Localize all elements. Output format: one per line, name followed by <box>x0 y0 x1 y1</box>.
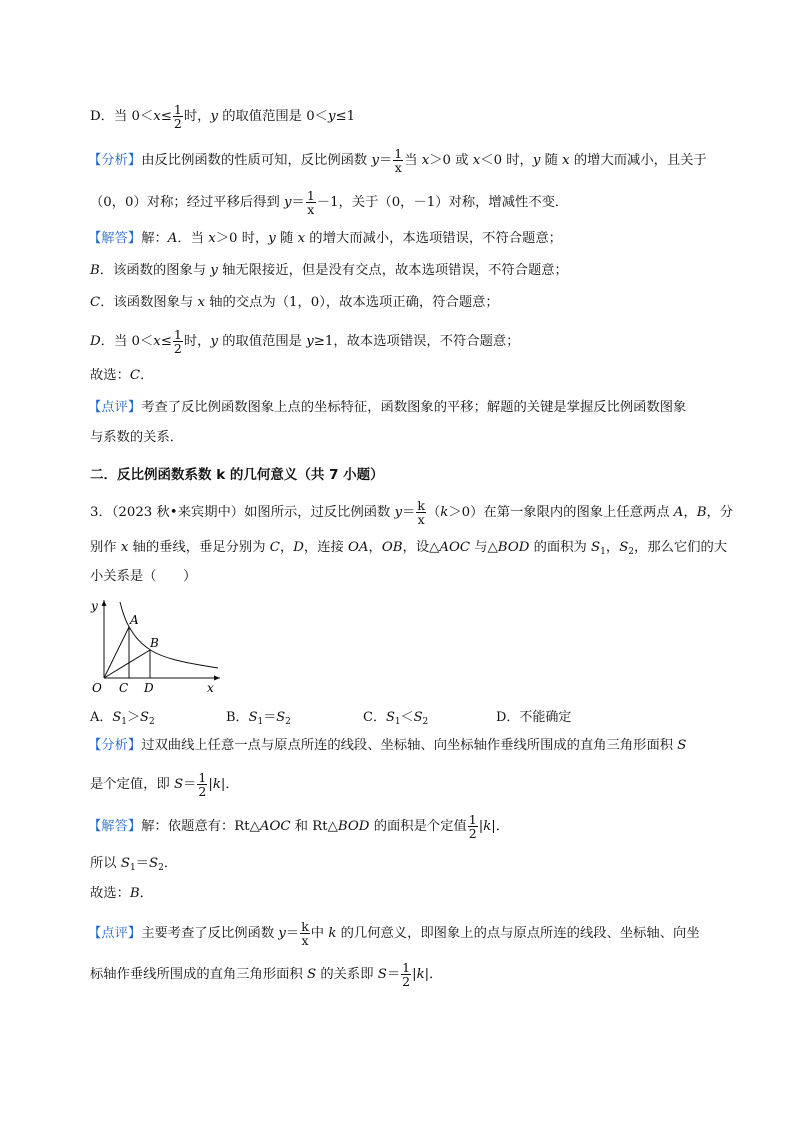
comment-tag: 【点评】 <box>88 926 142 941</box>
analysis2-line-2 <box>90 771 239 798</box>
subscript: 2 <box>628 547 635 557</box>
text: ＞0 或 <box>429 153 473 168</box>
numerator: 1 <box>468 812 477 827</box>
text: 别作 <box>90 540 121 555</box>
text: ． <box>495 819 510 834</box>
denominator: x <box>417 512 425 527</box>
text: D．不能确定 <box>496 710 572 725</box>
text: －1，关于（0，－1）对称，增减性不变． <box>316 195 569 210</box>
comment2-line-2 <box>90 961 442 988</box>
var-y: y <box>394 505 403 520</box>
var-bod: BOD <box>497 540 530 555</box>
var-oa: OA <box>348 540 369 555</box>
var-c: C <box>129 368 141 383</box>
subscript: 1 <box>121 717 128 727</box>
option-b[interactable] <box>226 706 291 727</box>
text: ． <box>163 856 178 871</box>
question-line-2 <box>90 538 727 562</box>
subscript: 2 <box>158 863 164 873</box>
text: ． <box>429 967 443 982</box>
analysis-line-2 <box>90 189 568 216</box>
var-y: y <box>278 926 286 941</box>
text: B． <box>226 710 249 725</box>
var-y: y <box>532 153 541 168</box>
var-s: S <box>385 710 395 725</box>
text: ＝ <box>386 967 401 982</box>
fraction <box>416 499 426 526</box>
fraction <box>197 771 207 798</box>
text: ．该函数图象与 <box>100 295 198 310</box>
label-x: x <box>207 681 214 695</box>
text: 3．（2023 秋•来宾期中）如图所示，过反比例函数 <box>90 505 395 520</box>
var-s: S <box>413 710 423 725</box>
fraction <box>306 189 316 216</box>
text: 与系数的关系． <box>90 430 184 445</box>
var-s: S <box>677 738 687 753</box>
var-k: k <box>440 505 449 520</box>
abs-k: |k| <box>412 967 430 982</box>
fraction <box>393 147 403 174</box>
text: ＝ <box>402 505 416 520</box>
var-y: y <box>210 109 218 124</box>
text: 的关系即 <box>316 967 378 982</box>
text: ， <box>368 540 382 555</box>
hyperbola-figure <box>86 596 226 700</box>
denominator: 2 <box>468 826 477 841</box>
text: ≤1 <box>335 109 356 124</box>
text: （0，0）对称；经过平移后得到 <box>90 195 285 210</box>
var-s: S <box>276 710 286 725</box>
subscript: 1 <box>394 717 401 727</box>
numerator: 1 <box>306 188 315 203</box>
x-axis-arrow <box>214 676 220 681</box>
text: ≤ <box>160 109 172 124</box>
text: 过双曲线上任意一点与原点所连的线段、坐标轴、向坐标轴作垂线所围成的直角三角形面积 <box>141 738 678 753</box>
denominator: x <box>301 933 309 948</box>
option-d[interactable] <box>496 706 571 725</box>
numerator: k <box>417 498 425 513</box>
text: 轴的交点为（1，0），故本选项正确，符合题意； <box>205 295 499 310</box>
text: ＝ <box>263 710 277 725</box>
text: ，连接 <box>303 540 349 555</box>
fraction <box>173 103 183 130</box>
var-k: k <box>328 926 337 941</box>
answer-line <box>90 366 153 386</box>
var-y: y <box>284 195 292 210</box>
text: 的取值范围是 <box>217 334 307 349</box>
var-a: A <box>167 231 178 246</box>
hyperbola-curve <box>120 602 218 668</box>
text: A． <box>90 710 113 725</box>
var-s: S <box>140 710 149 725</box>
comment-line-1 <box>88 398 686 418</box>
denominator: 2 <box>402 974 411 989</box>
label-y: y <box>91 599 98 613</box>
abs-k: |k| <box>208 777 226 792</box>
var-x: x <box>297 231 306 246</box>
numerator: 1 <box>173 102 182 117</box>
text: ． <box>139 886 153 901</box>
var-aoc: AOC <box>259 819 291 834</box>
var-c: C <box>90 295 101 310</box>
text: ＝ <box>135 856 149 871</box>
text: ． <box>225 777 239 792</box>
var-y: y <box>327 109 336 124</box>
var-s: S <box>112 710 122 725</box>
subscript: 1 <box>600 547 606 557</box>
text: ， <box>279 540 294 555</box>
text: ＝ <box>285 926 300 941</box>
text: 当 <box>404 153 422 168</box>
fraction <box>173 328 183 355</box>
text: 的增大而减小，本选项错误，不符合题意； <box>305 231 562 246</box>
analysis-tag: 【分析】 <box>88 738 142 753</box>
text: 故选： <box>90 368 130 383</box>
comment-tag: 【点评】 <box>88 400 142 415</box>
section-heading: 二．反比例函数系数 k 的几何意义（共 7 小题） <box>90 467 384 483</box>
text: D．当 0＜ <box>90 109 154 124</box>
text: ，设△ <box>402 540 440 555</box>
var-b: B <box>129 886 140 901</box>
var-s: S <box>248 710 258 725</box>
var-s: S <box>148 856 159 871</box>
text: 是个定值，即 <box>90 777 175 792</box>
question-line-3 <box>90 567 196 587</box>
text: 轴的垂线，垂足分别为 <box>128 540 270 555</box>
solution2-line-2 <box>90 854 177 878</box>
denominator: 2 <box>173 116 182 131</box>
text: 与△ <box>470 540 498 555</box>
var-y: y <box>210 334 218 349</box>
comment2-line-1 <box>88 920 700 947</box>
label-a: A <box>130 613 139 627</box>
var-a: A <box>673 505 684 520</box>
fraction <box>468 813 478 840</box>
var-b: B <box>90 263 100 278</box>
var-x: x <box>472 153 481 168</box>
text: ．当 0＜ <box>100 334 154 349</box>
text: 的几何意义，即图象上的点与原点所连的线段、坐标轴、向坐 <box>336 926 700 941</box>
subscript: 1 <box>129 863 136 873</box>
var-x: x <box>153 334 161 349</box>
question-line-1 <box>90 499 733 526</box>
var-s: S <box>174 777 184 792</box>
denominator: x <box>394 160 402 175</box>
text: 和 Rt△ <box>290 819 338 834</box>
text: ．该函数的图象与 <box>99 263 211 278</box>
y-axis-arrow <box>102 600 107 606</box>
comment-line-2 <box>90 428 183 448</box>
var-c: C <box>269 540 280 555</box>
var-d: D <box>90 334 101 349</box>
label-o: O <box>92 681 102 695</box>
answer2-line <box>90 884 153 904</box>
var-x: x <box>120 540 129 555</box>
subscript: 1 <box>257 717 264 727</box>
label-d: D <box>144 681 154 695</box>
fraction <box>300 920 310 947</box>
text: 的面积是个定值 <box>369 819 467 834</box>
text: ＜0 时， <box>480 153 533 168</box>
analysis-tag: 【分析】 <box>88 153 142 168</box>
text: 解： <box>141 231 168 246</box>
text: ＝ <box>378 153 393 168</box>
text: 小关系是（ ） <box>90 569 197 584</box>
var-x: x <box>562 153 570 168</box>
text: 时， <box>183 109 211 124</box>
text: 中 <box>310 926 329 941</box>
option-d-line <box>90 103 355 130</box>
numerator: 1 <box>402 960 411 975</box>
text: ＞0 时， <box>215 231 269 246</box>
label-b: B <box>150 636 159 650</box>
numerator: k <box>301 919 309 934</box>
text: ， <box>605 540 620 555</box>
text: ＜ <box>400 710 414 725</box>
text: 解：依题意有：Rt△ <box>141 819 260 834</box>
numerator: 1 <box>198 770 207 785</box>
text: ， <box>683 505 697 520</box>
subscript: 2 <box>422 717 429 727</box>
var-x: x <box>421 153 430 168</box>
text: 主要考查了反比例函数 <box>141 926 279 941</box>
text: 轴无限接近，但是没有交点，故本选项错误，不符合题意； <box>217 263 568 278</box>
var-bod: BOD <box>337 819 370 834</box>
var-x: x <box>208 231 216 246</box>
solution-line-4 <box>90 328 520 355</box>
text: 考查了反比例函数图象上点的坐标特征，函数图象的平移；解题的关键是掌握反比例函数图象 <box>141 400 687 415</box>
subscript: 2 <box>285 717 291 727</box>
solution-line-3 <box>90 293 499 313</box>
var-y: y <box>268 231 276 246</box>
denominator: x <box>307 202 315 217</box>
var-y: y <box>210 263 218 278</box>
var-d: D <box>293 540 304 555</box>
numerator: 1 <box>394 146 403 161</box>
text: ，那么它们的大 <box>634 540 728 555</box>
text: 故选： <box>90 886 130 901</box>
text: 的增大而减小，且关于 <box>569 153 707 168</box>
option-a[interactable] <box>90 706 155 727</box>
text: 由反比例函数的性质可知，反比例函数 <box>141 153 372 168</box>
solution-line-2 <box>90 261 568 281</box>
var-y: y <box>306 334 314 349</box>
abs-k: |k| <box>478 819 496 834</box>
fraction <box>401 961 411 988</box>
var-y: y <box>371 153 379 168</box>
analysis2-line-1 <box>88 736 686 756</box>
text: 时， <box>183 334 211 349</box>
var-s: S <box>120 856 130 871</box>
analysis-line-1 <box>88 147 707 174</box>
solution-tag: 【解答】 <box>88 819 142 834</box>
text: ＞ <box>127 710 141 725</box>
var-x: x <box>153 109 161 124</box>
text: ≥1，故本选项错误，不符合题意； <box>313 334 520 349</box>
var-s: S <box>306 967 317 982</box>
text: 随 <box>275 231 298 246</box>
var-s: S <box>619 540 629 555</box>
option-c[interactable] <box>363 706 428 727</box>
label-c: C <box>119 681 129 695</box>
solution2-line-1 <box>88 813 509 840</box>
var-b: B <box>696 505 707 520</box>
text: ＝ <box>291 195 305 210</box>
denominator: 2 <box>173 341 182 356</box>
text: C． <box>363 710 386 725</box>
text: ≤ <box>160 334 172 349</box>
text: 的取值范围是 0＜ <box>217 109 328 124</box>
denominator: 2 <box>198 784 207 799</box>
text: ． <box>140 368 154 383</box>
subscript: 2 <box>148 717 155 727</box>
text: 的面积为 <box>529 540 592 555</box>
var-s: S <box>591 540 601 555</box>
var-x: x <box>197 295 205 310</box>
var-s: S <box>377 967 387 982</box>
text: ＝ <box>183 777 197 792</box>
var-ob: OB <box>381 540 403 555</box>
text: ，分 <box>706 505 734 520</box>
text: ＞0）在第一象限内的图象上任意两点 <box>448 505 674 520</box>
solution-tag: 【解答】 <box>88 231 142 246</box>
text: 随 <box>540 153 563 168</box>
var-aoc: AOC <box>439 540 471 555</box>
text: 标轴作垂线所围成的直角三角形面积 <box>90 967 307 982</box>
solution-line-1 <box>88 229 562 249</box>
text: ．当 <box>177 231 209 246</box>
numerator: 1 <box>173 327 182 342</box>
text: （ <box>426 505 441 520</box>
text: 所以 <box>90 856 121 871</box>
